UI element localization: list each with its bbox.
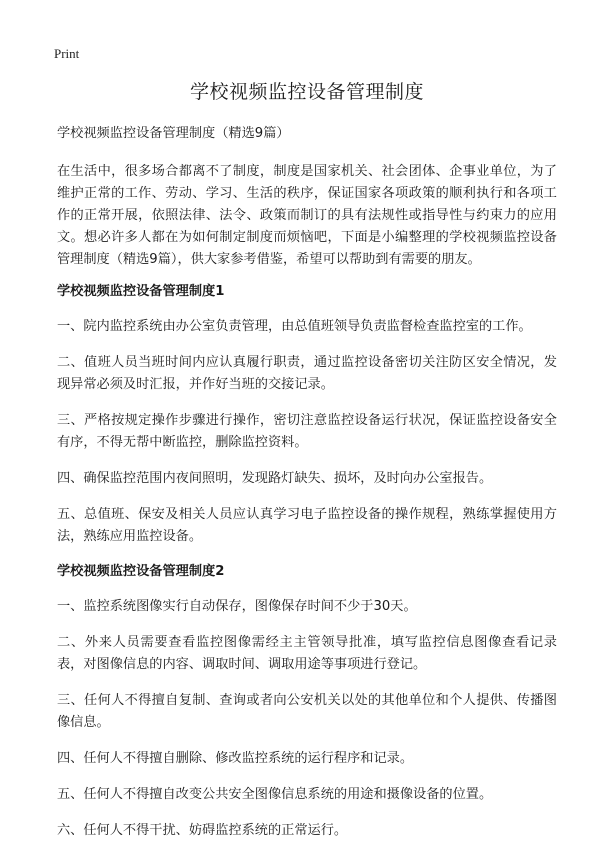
- section-1-paragraph: 五、总值班、保安及相关人员应认真学习电子监控设备的操作规程，熟练掌握使用方法，熟练应用监控设备。: [57, 507, 557, 544]
- document-subtitle: 学校视频监控设备管理制度（精选9篇）: [57, 126, 290, 141]
- section-1-paragraph: 三、严格按规定操作步骤进行操作，密切注意监控设备运行状况，保证监控设备安全有序，不得无帮中断监控，删除监控资料。: [57, 413, 557, 450]
- section-1-paragraph: 四、确保监控范围内夜间照明，发现路灯缺失、损坏，及时向办公室报告。: [57, 471, 493, 486]
- page-title: 学校视频监控设备管理制度: [189, 81, 424, 103]
- print-link[interactable]: Print: [54, 46, 80, 61]
- section-1-paragraph: 一、院内监控系统由办公室负责管理，由总值班领导负责监督检查监控室的工作。: [57, 319, 532, 334]
- document-body: [57, 76, 557, 856]
- section-heading-2: 学校视频监控设备管理制度2: [57, 564, 225, 579]
- section-heading-1: 学校视频监控设备管理制度1: [57, 284, 225, 299]
- section-1-paragraph: 二、值班人员当班时间内应认真履行职责，通过监控设备密切关注防区安全情况，发现异常必须及时汇报，并作好当班的交接记录。: [57, 355, 557, 392]
- intro-paragraph: 在生活中，很多场合都离不了制度，制度是国家机关、社会团体、企事业单位，为了维护正常的工作、劳动、学习、生活的秩序，保证国家各项政策的顺利执行和各项工作的正常开展，依照法律、法令、政策而制订的具有法规性或指导性与约束力的应用文。想必许多人都在为如何制定制度而烦恼吧，下面是小编整理的学校视频监控设备管理制度（精选9篇），供大家参考借鉴，希望可以帮助到有需要的朋友。: [57, 164, 557, 267]
- section-2-paragraph: 五、任何人不得擅自改变公共安全图像信息系统的用途和摄像设备的位置。: [57, 787, 493, 802]
- section-2-paragraph: 三、任何人不得擅自复制、查询或者向公安机关以处的其他单位和个人提供、传播图像信息。: [57, 693, 557, 730]
- section-2-paragraph: 四、任何人不得擅自删除、修改监控系统的运行程序和记录。: [57, 751, 414, 766]
- section-2-paragraph: 二、外来人员需要查看监控图像需经主主管领导批准，填写监控信息图像查看记录表，对图像信息的内容、调取时间、调取用途等事项进行登记。: [57, 635, 557, 672]
- section-2-paragraph: 六、任何人不得干扰、妨碍监控系统的正常运行。: [57, 823, 348, 838]
- section-2-paragraph: 一、监控系统图像实行自动保存，图像保存时间不少于30天。: [57, 599, 417, 614]
